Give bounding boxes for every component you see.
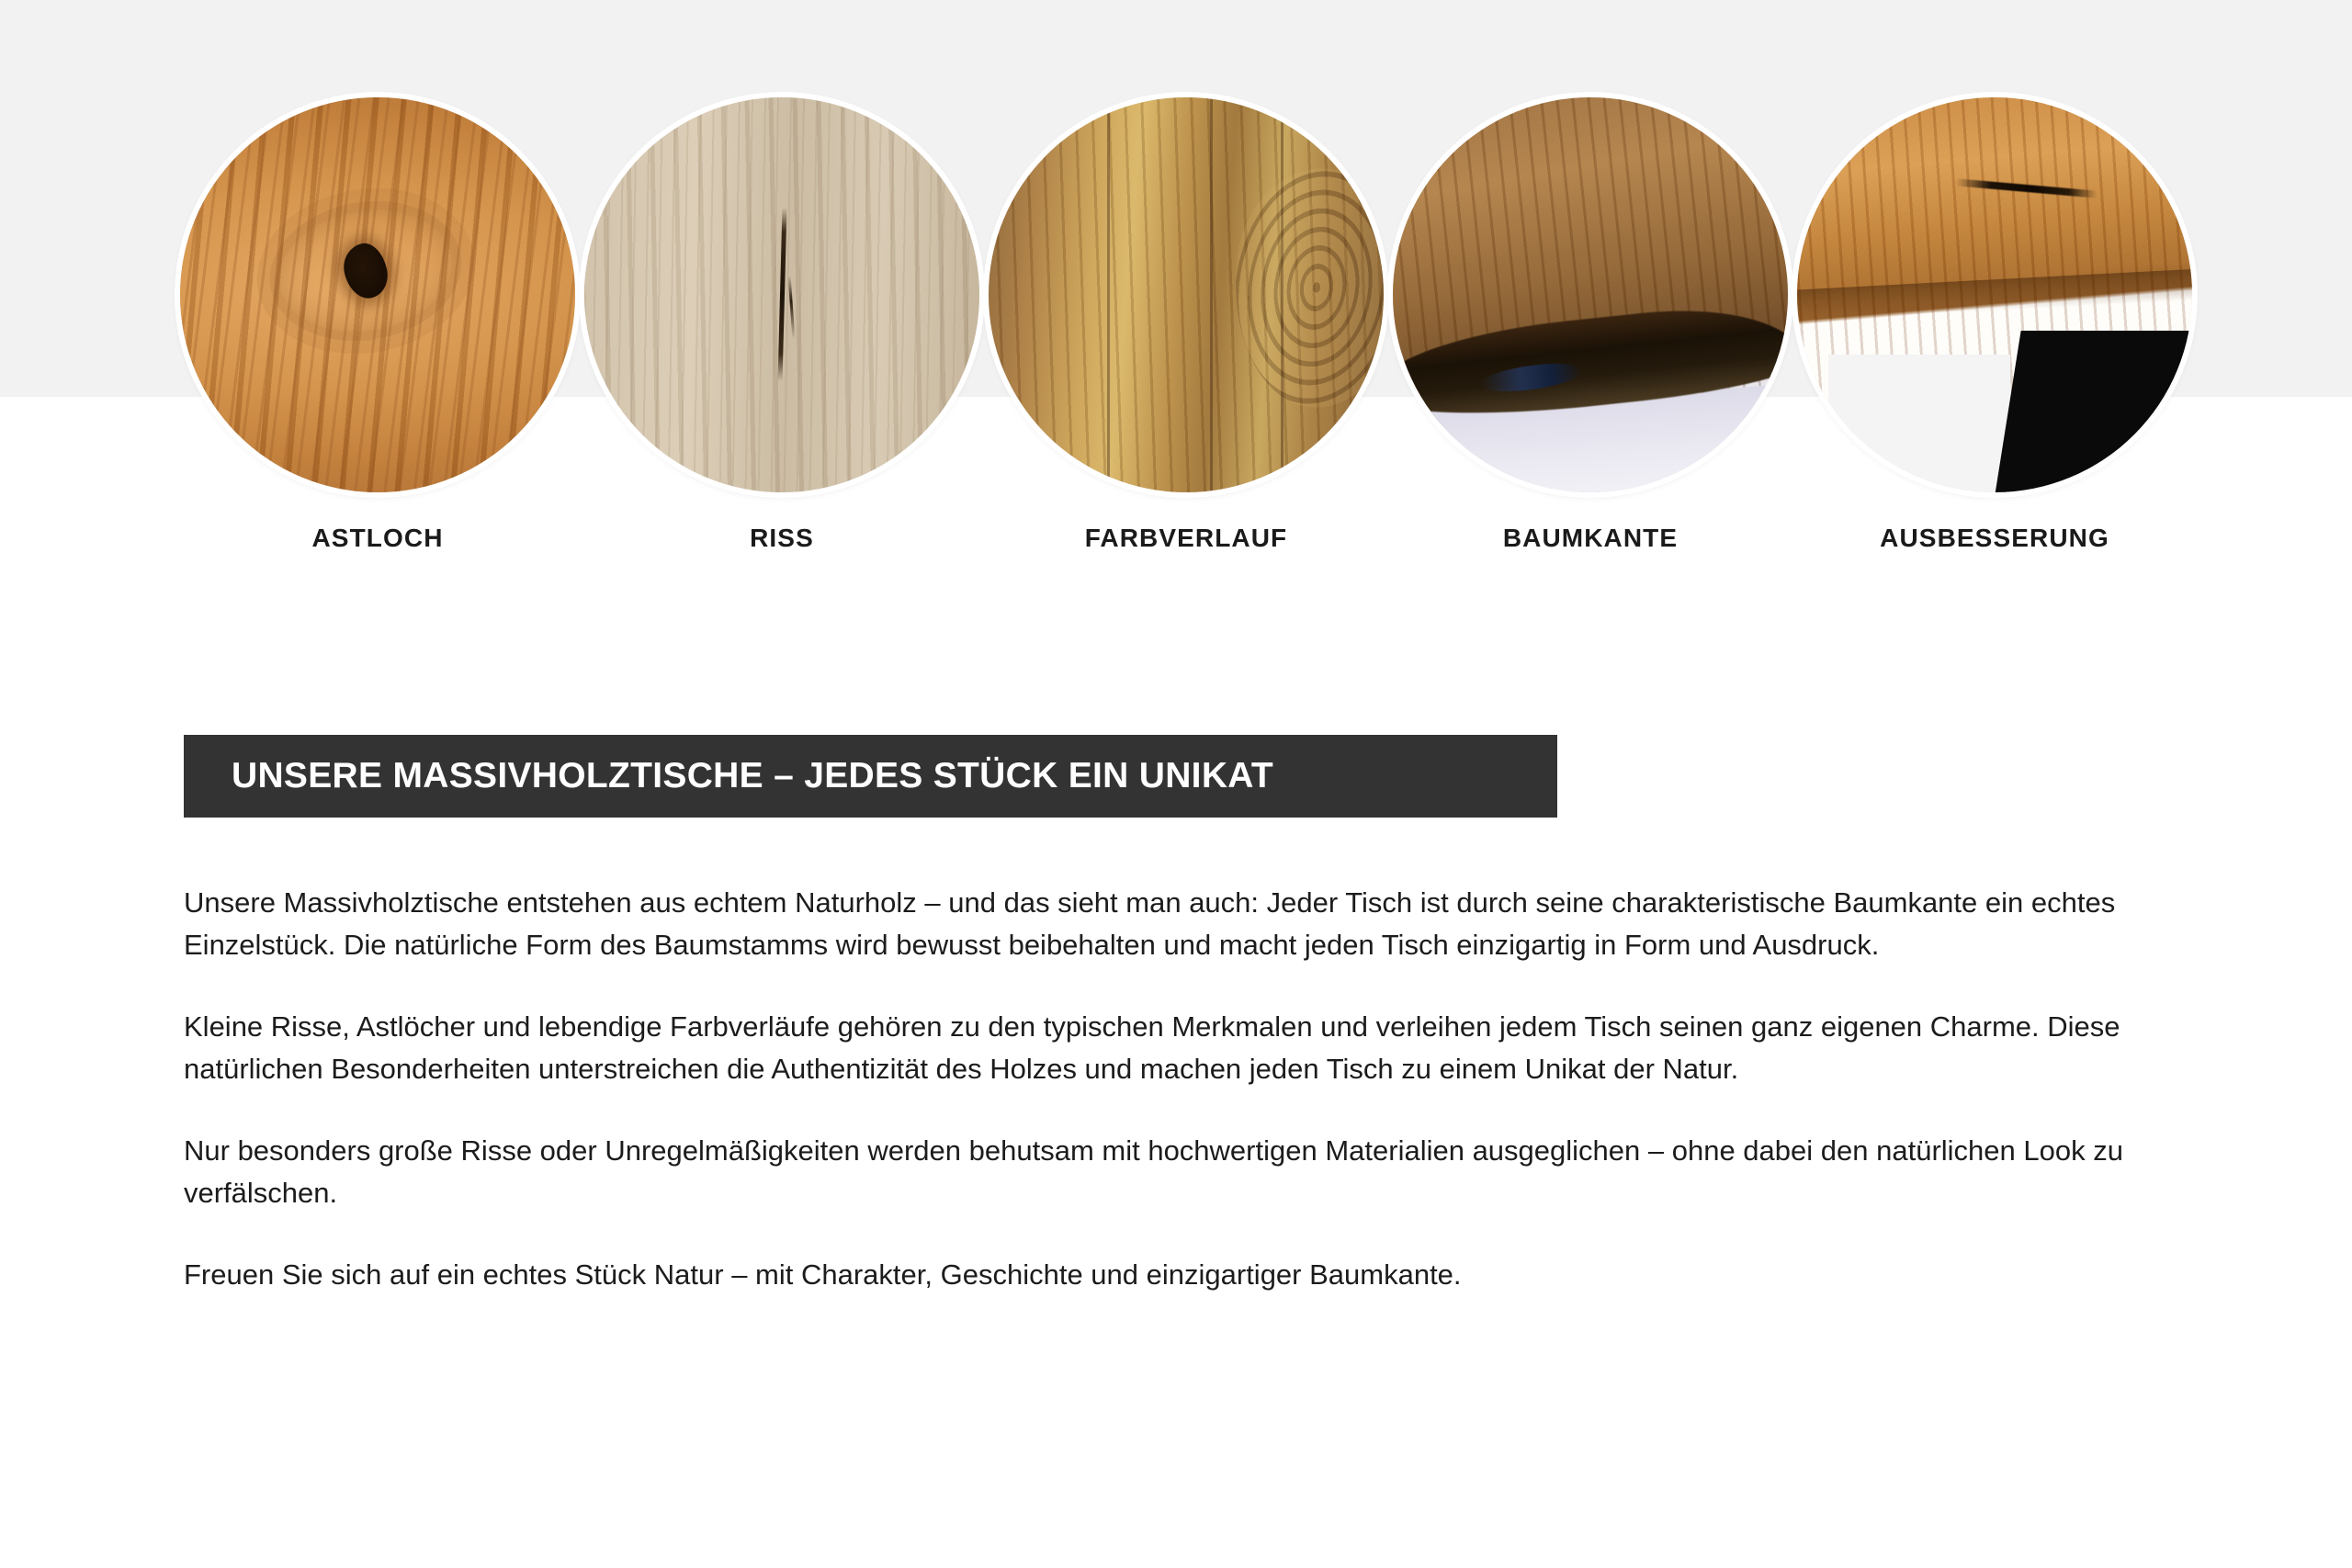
feature-astloch [180,97,575,553]
feature-ausbesserung [1797,97,2192,553]
body-copy [184,882,2173,1296]
feature-label-astloch: ASTLOCH [311,524,444,552]
body-paragraph-4: Freuen Sie sich auf ein echtes Stück Natur – mit Charakter, Geschichte und einzigartiger Baumkante. [184,1258,1462,1292]
feature-label-farbverlauf: FARBVERLAUF [1084,524,1288,552]
body-paragraph-1: Unsere Massivholztische entstehen aus echtem Naturholz – und das sieht man auch: Jeder Tisch ist durch seine charakteristische Baumkante ein echtes Einzelstück. Die natürliche Form des Baumstamms wird bewusst beibehalten und macht jeden Tisch einzigartig in Form und Ausdruck. [184,886,2116,961]
riss-image [584,97,979,492]
plank-seam-decor [1210,97,1213,492]
ausbesserung-image [1797,97,2192,492]
feature-baumkante [1393,97,1788,553]
feature-farbverlauf [989,97,1384,553]
farbverlauf-image [989,97,1384,492]
section-headline-text: UNSERE MASSIVHOLZTISCHE – JEDES STÜCK EIN UNIKAT [232,756,1273,795]
body-paragraph-2: Kleine Risse, Astlöcher und lebendige Farbverläufe gehören zu den typischen Merkmalen und verleihen jedem Tisch seinen ganz eigenen Charme. Diese natürlichen Besonderheiten unterstreichen die Authentizität des Holzes und machen jeden Tisch zu einem Unikat der Natur. [184,1010,2120,1085]
plank-seam-decor [1107,97,1110,492]
body-paragraph-3: Nur besonders große Risse oder Unregelmäßigkeiten werden behutsam mit hochwertigen Materialien ausgeglichen – ohne dabei den natürlichen Look zu verfälschen. [184,1134,2123,1209]
feature-label-riss: RISS [750,524,814,552]
feature-label-ausbesserung: AUSBESSERUNG [1880,524,2109,552]
astloch-image [180,97,575,492]
white-backdrop-decor [1828,355,2010,493]
feature-label-baumkante: BAUMKANTE [1502,524,1679,552]
black-backdrop-decor [1992,331,2192,492]
wood-feature-row [180,97,2192,553]
baumkante-image [1393,97,1788,492]
feature-riss [584,97,979,553]
section-headline-bar [184,735,1557,818]
